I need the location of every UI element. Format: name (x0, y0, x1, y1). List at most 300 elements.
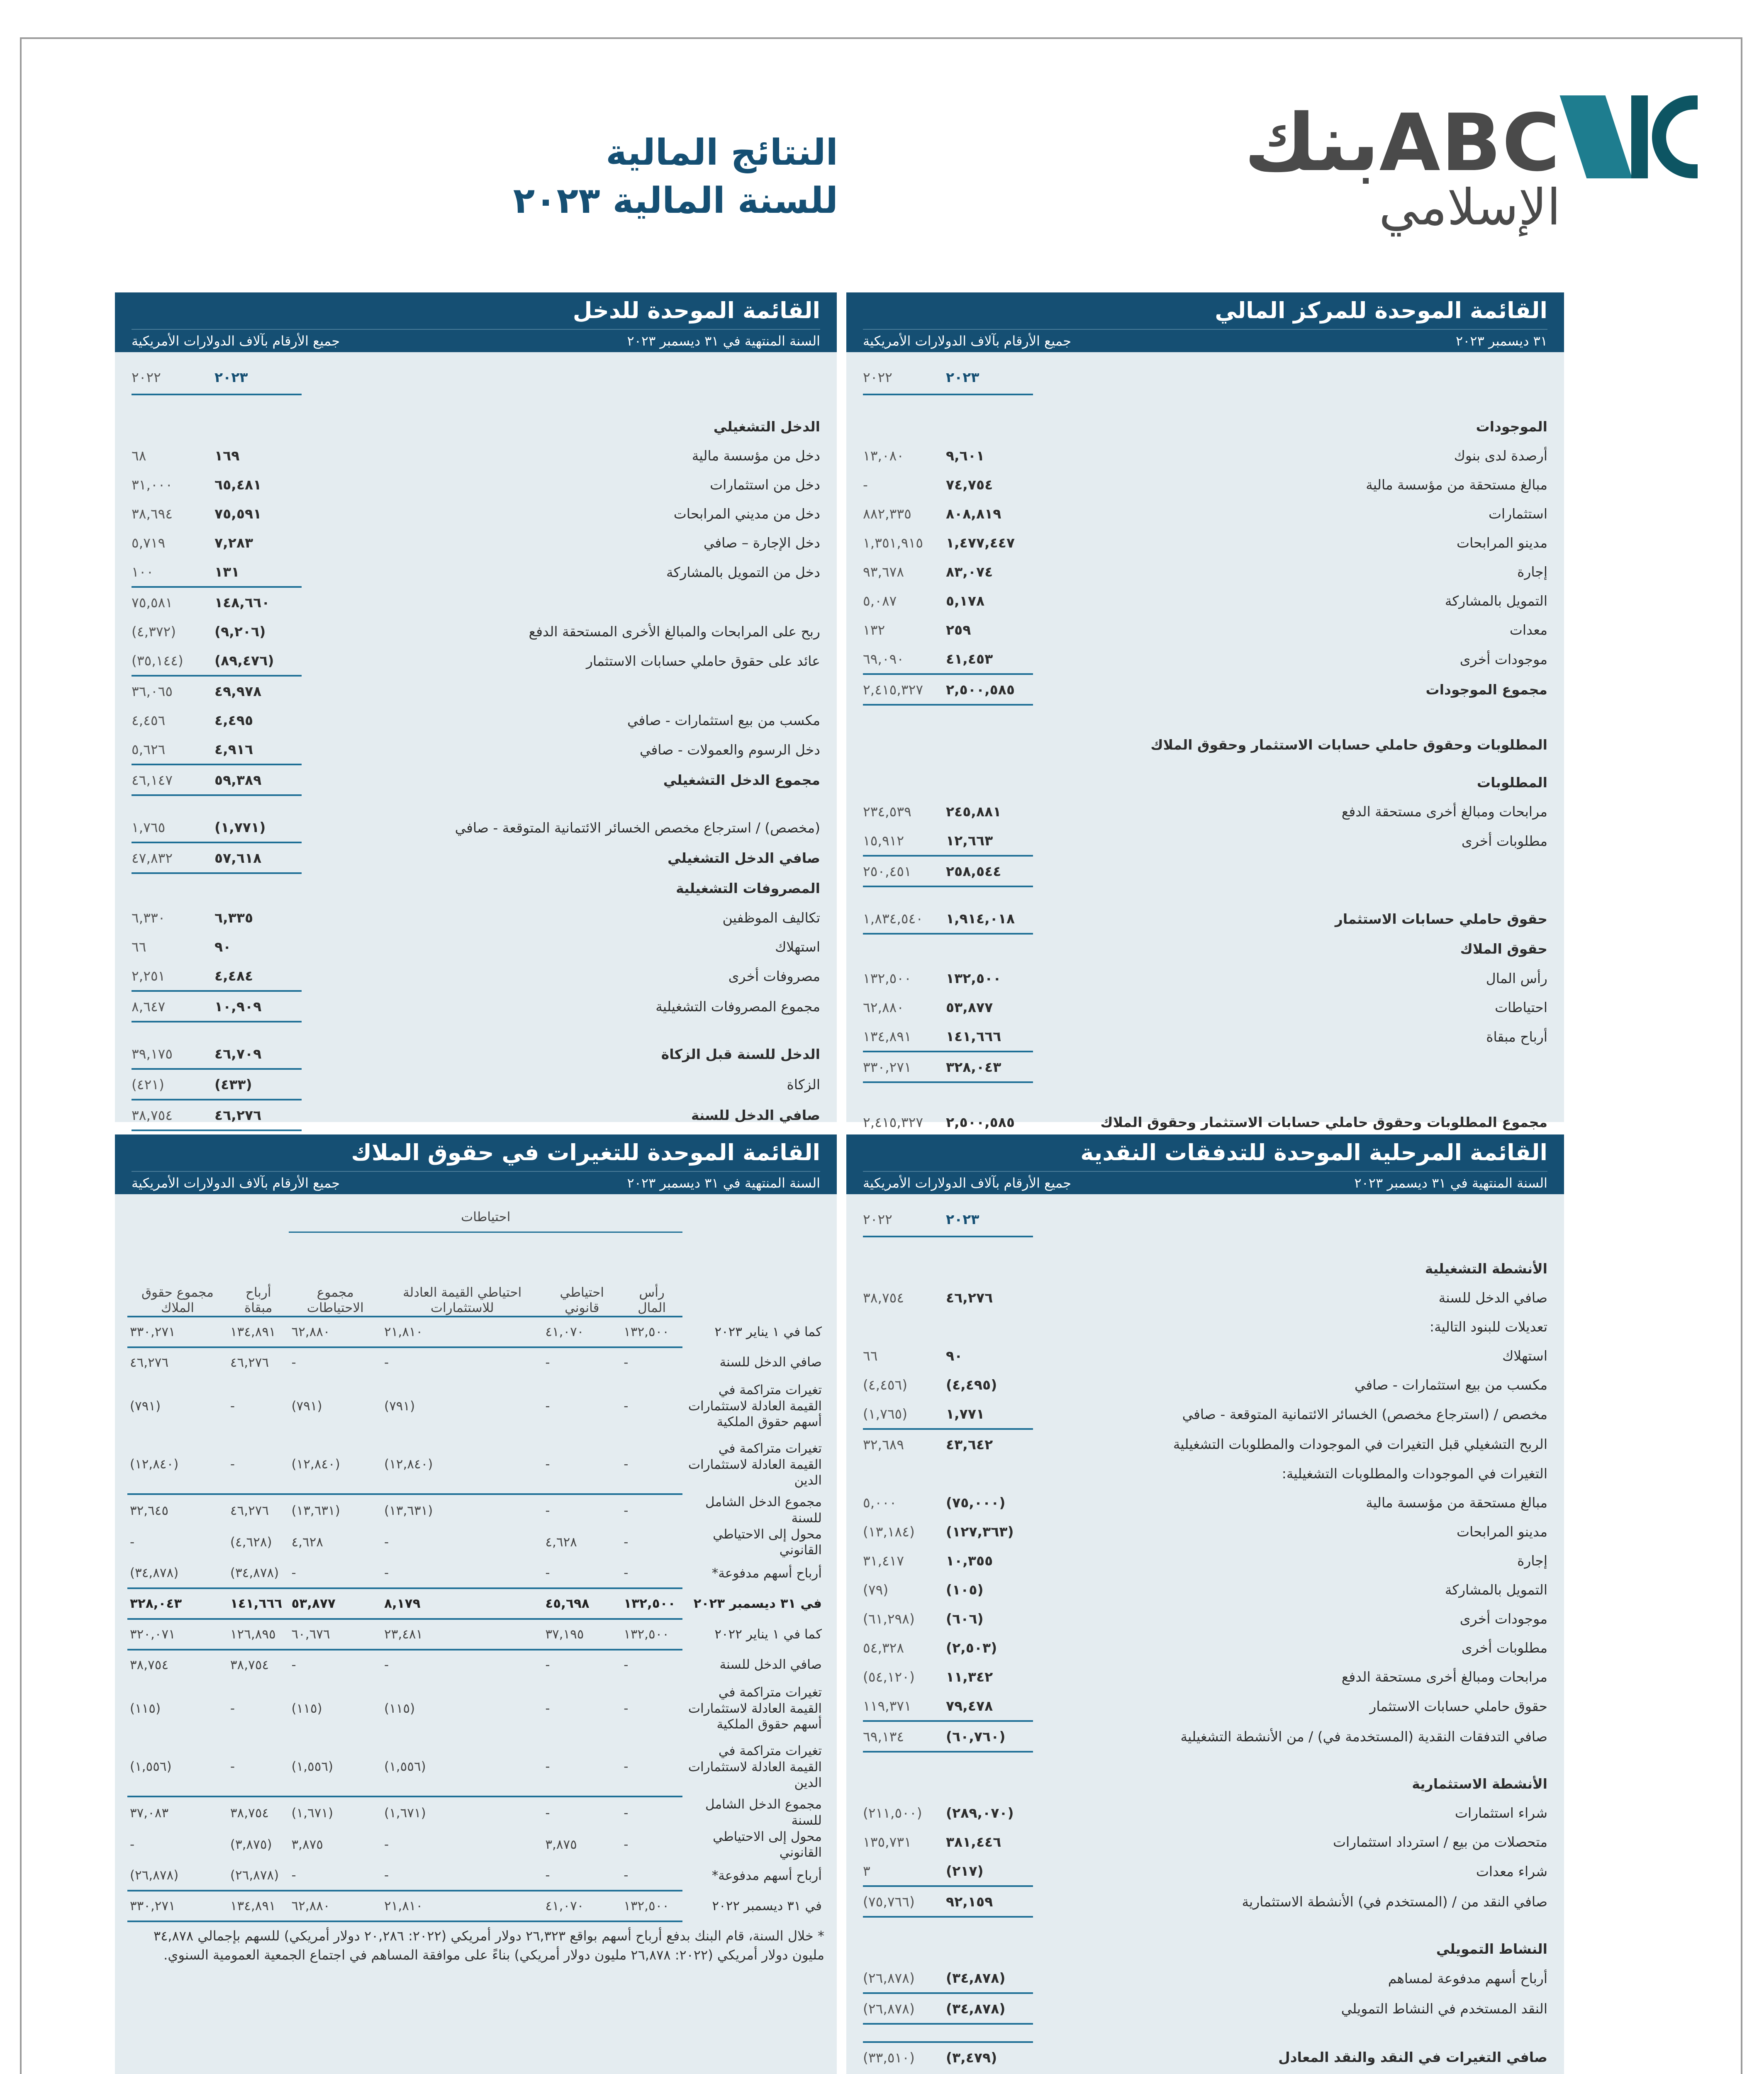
equity-cell: ٨,١٧٩ (382, 1588, 543, 1619)
row-current-value: ٦٥,٤٨١ (214, 476, 262, 493)
equity-cell: ٣٨,٧٥٤ (230, 1658, 269, 1672)
row-current-value: (٢٨٩,٠٧٠) (946, 1804, 1014, 1821)
cash-flow-panel (846, 1134, 1564, 2074)
equity-row (127, 1494, 824, 1526)
row-label: مكسب من بيع استثمارات - صافي (627, 712, 820, 728)
equity-cell: ١٣٢,٥٠٠ (621, 1619, 682, 1650)
equity-cell: (٧٩١) (130, 1399, 161, 1414)
row-current-value: ٤١,٤٥٣ (946, 650, 993, 667)
table-row (863, 586, 1547, 615)
equity-cell: - (621, 1558, 682, 1588)
equity-cell: - (621, 1347, 682, 1377)
equity-cell: ٤٦,٢٧٦ (230, 1503, 269, 1518)
row-label: موجودات أخرى (1459, 651, 1547, 667)
table-row (132, 903, 820, 932)
table-row (863, 1827, 1547, 1856)
cash-flow-header (846, 1134, 1564, 1194)
equity-changes-title: القائمة الموحدة للتغيرات في حقوق الملاك (351, 1139, 820, 1166)
table-row (132, 499, 820, 528)
logo-name: ABCبنك (1244, 97, 1561, 189)
equity-cell: - (624, 1701, 629, 1716)
table-row (863, 470, 1547, 499)
row-label: متحصلات من بيع / استرداد استثمارات (1333, 1833, 1547, 1850)
equity-cell: (٢٦,٨٧٨) (127, 1861, 228, 1891)
equity-row (127, 1650, 824, 1680)
equity-cell: (١,٥٥٦) (127, 1738, 228, 1796)
equity-cell: (٧٩١) (291, 1399, 322, 1414)
equity-cell: - (289, 1861, 382, 1891)
row-prior-value: ٣١,٠٠٠ (132, 476, 173, 493)
table-row (132, 961, 820, 991)
row-current-value: ١٣٢,٥٠٠ (946, 970, 1001, 986)
table-row (132, 706, 820, 735)
row-current-value: (٤,٤٩٥) (946, 1376, 997, 1393)
row-prior-value: (٤,٣٧٢) (132, 623, 176, 640)
equity-cell: - (621, 1738, 682, 1796)
equity-cell: - (543, 1558, 621, 1588)
row-prior-value: ١٥,٩١٢ (863, 832, 904, 849)
row-prior-value: ١١٩,٣٧١ (863, 1697, 911, 1714)
table-row (863, 1798, 1547, 1827)
equity-cell: ٣,٨٧٥ (291, 1837, 323, 1852)
row-label: مدينو المرابحات (1457, 534, 1547, 551)
assets-heading: الموجودات (1476, 418, 1547, 435)
equity-cell: - (624, 1658, 629, 1672)
row-label: مرابحات ومبالغ أخرى مستحقة الدفع (1341, 1668, 1547, 1685)
table-row (863, 964, 1547, 993)
equity-cell: (٤,٦٢٨) (230, 1535, 272, 1550)
equity-cell: ٣,٨٧٥ (545, 1837, 577, 1852)
row-prior-value: ٥٤,٣٢٨ (863, 1639, 904, 1656)
equity-row (127, 1738, 824, 1796)
row-label: رأس المال (1486, 970, 1547, 986)
equity-column-header: احتياطي قانوني (543, 1232, 621, 1317)
table-row (863, 797, 1547, 826)
equity-cell: - (228, 1738, 289, 1796)
equity-changes-panel (115, 1134, 837, 2074)
row-current-value: ١٦٩ (214, 447, 240, 464)
row-label: التمويل بالمشاركة (1445, 1581, 1547, 1598)
row-current-value: ٤,٤٩٥ (214, 712, 253, 728)
row-prior-value: ١,٣٥١,٩١٥ (863, 534, 923, 551)
equity-column-header: احتياطي القيمة العادلة للاستثمارات (382, 1232, 543, 1317)
cash-flow-period: السنة المنتهية في ٣١ ديسمبر ٢٠٢٣ (1354, 1175, 1547, 1191)
equity-cell: (١,٥٥٦) (382, 1738, 543, 1796)
row-current-value: ١,٧٧١ (946, 1405, 985, 1422)
income-statement-panel (115, 292, 837, 1122)
table-row (863, 1488, 1547, 1517)
equity-cell: ٦٠,٦٧٦ (289, 1619, 382, 1650)
row-current-value: ٢٥٩ (946, 621, 971, 638)
equity-cell: ١٣٤,٨٩١ (230, 1324, 276, 1339)
row-label: مخصص / (استرجاع مخصص) الخسائر الائتمانية المتوقعة - صافي (1182, 1406, 1547, 1422)
equity-cell: ٣٨,٧٥٤ (130, 1658, 169, 1672)
row-label: أرباح مبقاة (1486, 1028, 1547, 1045)
table-row (863, 1546, 1547, 1575)
row-current-value: ٩٠ (946, 1347, 963, 1364)
table-row (132, 441, 820, 470)
equity-row-label: في ٣١ ديسمبر ٢٠٢٣ (693, 1596, 822, 1611)
equity-cell: ٢٣,٤٨١ (382, 1619, 543, 1650)
row-prior-value: ٩٣,٦٧٨ (863, 563, 904, 580)
income-statement-header (115, 292, 837, 352)
balance-sheet-units: جميع الأرقام بآلاف الدولارات الأمريكية (863, 333, 1072, 349)
equity-row-label: تغيرات متراكمة في القيمة العادلة لاستثمارات أسهم حقوق الملكية (688, 1685, 822, 1732)
row-label: مطلوبات أخرى (1461, 833, 1547, 849)
equity-row (127, 1891, 824, 1921)
row-label: مصروفات أخرى (728, 968, 820, 984)
equity-row-label: أرباح أسهم مدفوعة* (711, 1565, 822, 1581)
row-current-value: ٤,٤٨٤ (214, 967, 253, 984)
equity-row (127, 1317, 824, 1347)
row-current-value: ١٣١ (214, 563, 240, 580)
equity-cell: - (289, 1347, 382, 1377)
equity-row (127, 1588, 824, 1619)
equity-cell: ٣٧,١٩٥ (543, 1619, 621, 1650)
equity-cell: - (624, 1399, 629, 1414)
document-title (513, 129, 838, 225)
equity-cell: ٤,٦٢٨ (291, 1535, 323, 1550)
row-label: احتياطات (1495, 999, 1547, 1015)
row-current-value: ٥٣,٨٧٧ (946, 999, 993, 1015)
row-label: استثمارات (1488, 505, 1547, 522)
row-current-value: ١,٤٧٧,٤٤٧ (946, 534, 1015, 551)
equity-column-header: أرباح مبقاة (228, 1232, 289, 1317)
row-label: دخل من التمويل بالمشاركة (666, 564, 820, 580)
row-prior-value: (١,٧٦٥) (863, 1405, 908, 1422)
reserves-group-heading: احتياطات (289, 1203, 682, 1232)
equity-cell: ١٣٤,٨٩١ (228, 1891, 289, 1921)
row-prior-value: ١٣٢,٥٠٠ (863, 970, 911, 986)
equity-row (127, 1619, 824, 1650)
row-current-value: ٨٣,٠٧٤ (946, 563, 993, 580)
row-label: دخل من مؤسسة مالية (692, 447, 820, 464)
income-statement-period: السنة المنتهية في ٣١ ديسمبر ٢٠٢٣ (627, 333, 820, 349)
row-current-value: (٩,٢٠٦) (214, 623, 266, 640)
equity-row-label: تغيرات متراكمة في القيمة العادلة لاستثمارات الدين (688, 1743, 822, 1791)
row-prior-value: (٦١,٢٩٨) (863, 1610, 915, 1627)
row-label: دخل من مديني المرابحات (673, 505, 820, 522)
equity-cell: - (545, 1399, 550, 1414)
table-row (863, 528, 1547, 557)
row-prior-value: - (863, 476, 868, 493)
equity-cell: - (621, 1435, 682, 1494)
row-label: عائد على حقوق حاملي حسابات الاستثمار (586, 652, 820, 669)
row-current-value: ١٢,٦٦٣ (946, 832, 993, 849)
balance-sheet-table: ٢٠٢٣ ٢٠٢٢ الموجودات أرصدة لدى بنوك ٩,٦٠١ ١٣,٠٨٠ مبالغ مستحقة من مؤسسة مالية ٧٤,٧٥٤ - استثمارات ٨٠٨,٨١٩ ٨٨٢,٣٣٥ مدينو المرابحات ١,٤٧٧,٤٤٧ ١,٣٥١,٩١٥ إجارة ٨٣,٠٧٤ ٩٣,٦٧٨ التمويل بالمشاركة ٥,١٧٨ ٥,٠٨٧ معدات ٢٥٩ ١٣٢ موجودات أخرى ٤١,٤٥٣ ٦٩,٠٩٠ مجموع الموجودات ٢,٥٠٠,٥٨٥ ٢,٤١٥,٣٢٧ المطلوبات وحقوق حاملي حسابات الاستثمار وحقوق الملاك المطلوبات مرابحات ومبالغ أخرى مستحقة الدفع ٢٤٥,٨٨١ ٢٣٤,٥٣٩ مطلوبات أخرى ١٢,٦٦٣ ١٥,٩١٢ ٢٥٨,٥٤٤ ٢٥٠,٤٥١ حقوق حاملي حسابات الاستثمار ١,٩١٤,٠١٨ ١,٨٣٤,٥٤٠ حقوق الملاك رأس المال ١٣٢,٥٠٠ ١٣٢,٥٠٠ احتياطات ٥٣,٨٧٧ ٦٢,٨٨٠ أرباح مبقاة ١٤١,٦٦٦ ١٣٤,٨٩١ ٣٢٨,٠٤٣ ٣٣٠,٢٧١ مجموع المطلوبات وحقوق حاملي حسابات الاستثمار وحقوق الملاك ٢,٥٠٠,٥٨٥ ٢,٤١٥,٣٢٧ (863, 360, 1547, 1146)
row-prior-value: (٢١١,٥٠٠) (863, 1804, 922, 1821)
table-row (863, 441, 1547, 470)
equity-cell: ٣٢,٦٤٥ (130, 1503, 169, 1518)
equity-cell: - (624, 1837, 629, 1852)
year-header-row: ٢٠٢٣ ٢٠٢٢ (863, 360, 1547, 394)
liabilities-heading: المطلوبات وحقوق حاملي حسابات الاستثمار وحقوق الملاك (1150, 737, 1547, 753)
balance-sheet-header (846, 292, 1564, 352)
equity-cell: (١,٦٧١) (384, 1805, 426, 1821)
equity-cell: - (545, 1701, 550, 1716)
row-prior-value: (٥٤,١٢٠) (863, 1668, 915, 1685)
logo-subtitle: الإسلامي (1379, 179, 1561, 236)
equity-cell: - (384, 1658, 389, 1672)
equity-column-header: مجموع الاحتياطات (289, 1232, 382, 1317)
table-row (863, 1517, 1547, 1546)
table-row (132, 617, 820, 646)
equity-cell: ١٣٢,٥٠٠ (621, 1891, 682, 1921)
equity-cell: ٤٦,٢٧٦ (228, 1347, 289, 1377)
bank-logo (1244, 91, 1698, 241)
equity-cell: ٢١,٨١٠ (382, 1891, 543, 1921)
equity-cell: - (624, 1503, 629, 1518)
balance-sheet-panel (846, 292, 1564, 1131)
title-line-1: النتائج المالية (606, 132, 838, 173)
row-current-value: (٦٠٦) (946, 1610, 984, 1627)
row-label: تكاليف الموظفين (722, 909, 820, 926)
row-prior-value: ٦٨ (132, 447, 146, 464)
equity-row-label: تغيرات متراكمة في القيمة العادلة لاستثمارات الدين (688, 1441, 822, 1488)
equity-cell: (١٢,٨٤٠) (289, 1435, 382, 1494)
equity-cell: ١٣٢,٥٠٠ (621, 1588, 682, 1619)
equity-cell: ٤١,٠٧٠ (543, 1891, 621, 1921)
equity-cell: (٣٤,٨٧٨) (228, 1558, 289, 1588)
table-row (863, 1575, 1547, 1604)
row-current-value: ٢٤٥,٨٨١ (946, 803, 1001, 820)
equity-cell: - (543, 1861, 621, 1891)
row-prior-value: (٤,٤٥٦) (863, 1376, 908, 1393)
row-label: حقوق حاملي حسابات الاستثمار (1369, 1698, 1547, 1714)
table-row (132, 528, 820, 557)
equity-cell: (١,٦٧١) (291, 1805, 334, 1821)
row-prior-value: ٣١,٤١٧ (863, 1552, 904, 1569)
equity-cell: ٣٨,٧٥٤ (230, 1805, 269, 1821)
row-prior-value: ٣ (863, 1862, 870, 1879)
equity-cell: - (624, 1805, 629, 1821)
equity-row-label: مجموع الدخل الشامل للسنة (705, 1797, 822, 1828)
row-prior-value: ١٣٢ (863, 621, 885, 638)
equity-cell: ٤٥,٦٩٨ (543, 1588, 621, 1619)
equity-row-label: محول إلى الاحتياطي القانوني (713, 1526, 822, 1558)
table-row (132, 932, 820, 961)
equity-row (127, 1558, 824, 1588)
equity-row (127, 1377, 824, 1435)
equity-cell: - (384, 1837, 389, 1852)
table-row (863, 1604, 1547, 1633)
equity-column-header: مجموع حقوق الملاك (127, 1232, 228, 1317)
equity-cell: - (384, 1535, 389, 1550)
income-statement-units: جميع الأرقام بآلاف الدولارات الأمريكية (132, 333, 340, 349)
equity-cell: (١١٥) (384, 1701, 415, 1716)
row-prior-value: ٦٦ (132, 938, 146, 955)
equity-cell: - (130, 1837, 135, 1852)
equity-cell: ٢١,٨١٠ (384, 1324, 423, 1339)
table-row (863, 1691, 1547, 1721)
row-label: مبالغ مستحقة من مؤسسة مالية (1366, 476, 1547, 493)
row-label: دخل الإجارة – صافي (703, 534, 820, 551)
row-current-value: (٨٩,٤٧٦) (214, 652, 274, 669)
equity-row-label: في ٣١ ديسمبر ٢٠٢٢ (712, 1898, 822, 1913)
row-current-value: (٢,٥٠٣) (946, 1639, 997, 1656)
row-current-value: ٩٠ (214, 938, 231, 955)
row-current-value: ٦,٣٣٥ (214, 909, 253, 926)
equity-cell: (١٣,٦٣١) (384, 1503, 433, 1518)
row-label: إجارة (1517, 1552, 1547, 1569)
equity-footnote: * خلال السنة، قام البنك بدفع أرباح أسهم بواقع ٢٦,٣٢٣ دولار أمريكي (٢٠٢٢: ٢٠,٢٨٦ دولار أمريكي) للسهم بإجمالي ٣٤,٨٧٨ مليون دولار أمريكي (٢٠٢٢: ٢٦,٨٧٨ مليون دولار أمريكي) بناءً على موافقة المساهم في اجتماع الجمعية العمومية السنوي. (153, 1928, 824, 1963)
equity-cell: - (291, 1658, 296, 1672)
equity-cell: - (545, 1503, 550, 1518)
row-prior-value: ٦٢,٨٨٠ (863, 999, 904, 1015)
row-label: استهلاك (1502, 1347, 1547, 1364)
row-label: ربح على المرابحات والمبالغ الأخرى المستحقة الدفع (529, 623, 820, 640)
row-label: استهلاك (775, 938, 820, 955)
row-prior-value: ٥,٧١٩ (132, 534, 166, 551)
equity-cell: - (382, 1861, 543, 1891)
row-prior-value: ٨٨٢,٣٣٥ (863, 505, 911, 522)
row-label: معدات (1509, 621, 1547, 638)
row-prior-value: ١٣٥,٧٣١ (863, 1833, 911, 1850)
row-prior-value: (١٣,١٨٤) (863, 1523, 915, 1540)
equity-cell: - (543, 1738, 621, 1796)
equity-cell: ١٢٦,٨٩٥ (228, 1619, 289, 1650)
row-label: موجودات أخرى (1459, 1610, 1547, 1627)
equity-row (127, 1435, 824, 1494)
row-label: مرابحات ومبالغ أخرى مستحقة الدفع (1341, 803, 1547, 820)
equity-row-label: تغيرات متراكمة في القيمة العادلة لاستثمارات أسهم حقوق الملكية (688, 1382, 822, 1430)
equity-cell: (٣٤,٨٧٨) (127, 1558, 228, 1588)
income-statement-table: ٢٠٢٣ ٢٠٢٢ الدخل التشغيلي دخل من مؤسسة مالية ١٦٩ ٦٨ دخل من استثمارات ٦٥,٤٨١ ٣١,٠٠٠ دخل من مديني المرابحات ٧٥,٥٩١ ٣٨,٦٩٤ دخل الإجارة – صافي ٧,٢٨٣ ٥,٧١٩ دخل من التمويل بالمشاركة ١٣١ ١٠٠ ١٤٨,٦٦٠ ٧٥,٥٨١ ربح على المرابحات والمبالغ الأخرى المستحقة الدفع (٩,٢٠٦) (٤,٣٧٢) عائد على حقوق حاملي حسابات الاستثمار (٨٩,٤٧٦) (٣٥,١٤٤) ٤٩,٩٧٨ ٣٦,٠٦٥ مكسب من بيع استثمارات - صافي ٤,٤٩٥ ٤,٤٥٦ دخل الرسوم والعمولات - صافي ٤,٩١٦ ٥,٦٢٦ مجموع الدخل التشغيلي ٥٩,٣٨٩ ٤٦,١٤٧ (مخصص) / استرجاع مخصص الخسائر الائتمانية المتوقعة - صافي (١,٧٧١) ١,٧٦٥ صافي الدخل التشغيلي ٥٧,٦١٨ ٤٧,٨٣٢ المصروفات التشغيلية تكاليف الموظفين ٦,٣٣٥ ٦,٣٣٠ استهلاك ٩٠ ٦٦ مصروفات أخرى ٤,٤٨٤ ٢,٢٥١ مجموع المصروفات التشغيلية ١٠,٩٠٩ ٨,٦٤٧ الدخل للسنة قبل الزكاة ٤٦,٧٠٩ ٣٩,١٧٥ الزكاة (٤٣٣) (٤٢١) صافي الدخل للسنة ٤٦,٢٧٦ ٣٨,٧٥٤ (132, 360, 820, 1131)
row-prior-value: ٦,٣٣٠ (132, 909, 166, 926)
row-current-value: (١٠٥) (946, 1581, 984, 1598)
table-row (863, 615, 1547, 644)
cash-flow-table: ٢٠٢٣ ٢٠٢٢ الأنشطة التشغيلية صافي الدخل للسنة ٤٦,٢٧٦ ٣٨,٧٥٤ تعديلات للبنود التالية: استهلاك ٩٠ ٦٦ مكسب من بيع استثمارات - صافي (٤,٤٩٥) (٤,٤٥٦) مخصص / (استرجاع مخصص) الخسائر الائتمانية المتوقعة - صافي ١,٧٧١ (١,٧٦٥) الربح التشغيلي قبل التغيرات في الموجودات والمطلوبات التشغيلية ٤٣,٦٤٢ ٣٢,٦٨٩ التغيرات في الموجودات والمطلوبات التشغيلية: مبالغ مستحقة من مؤسسة مالية (٧٥,٠٠٠) ٥,٠٠٠ مدينو المرابحات (١٢٧,٣٦٣) (١٣,١٨٤) إجارة ١٠,٣٥٥ ٣١,٤١٧ التمويل بالمشاركة (١٠٥) (٧٩) موجودات أخرى (٦٠٦) (٦١,٢٩٨) مطلوبات أخرى (٢,٥٠٣) ٥٤,٣٢٨ مرابحات ومبالغ أخرى مستحقة الدفع ١١,٣٤٢ (٥٤,١٢٠) حقوق حاملي حسابات الاستثمار ٧٩,٤٧٨ ١١٩,٣٧١ صافي التدفقات النقدية (المستخدمة في) / من الأنشطة التشغيلية (٦٠,٧٦٠) ٦٩,١٣٤ الأنشطة الاستثمارية شراء استثمارات (٢٨٩,٠٧٠) (٢١١,٥٠٠) متحصلات من بيع / استرداد استثمارات ٣٨١,٤٤٦ ١٣٥,٧٣١ شراء معدات (٢١٧) ٣ صافي النقد من / (المستخدم في) الأنشطة الاستثمارية ٩٢,١٥٩ (٧٥,٧٦٦) النشاط التمويلي أرباح أسهم مدفوعة لمساهم (٣٤,٨٧٨) (٢٦,٨٧٨) النقد المستخدم في النشاط التمويلي (٣٤,٨٧٨) (٢٦,٨٧٨) صافي التغيرات في النقد والنقد المعادل (٣,٤٧٩) (٣٣,٥١٠) (863, 1203, 1547, 2074)
row-current-value: ١٠,٣٥٥ (946, 1552, 993, 1569)
table-row (132, 646, 820, 676)
equity-cell: (٢٦,٨٧٨) (228, 1861, 289, 1891)
row-current-value: ٧٤,٧٥٤ (946, 476, 993, 493)
equity-cell: (١٢,٨٤٠) (127, 1435, 228, 1494)
row-label: التمويل بالمشاركة (1445, 592, 1547, 609)
equity-cell: (٣,٨٧٥) (230, 1837, 272, 1852)
table-row (863, 826, 1547, 856)
row-current-value: (٧٥,٠٠٠) (946, 1494, 1006, 1511)
row-prior-value: (٣٥,١٤٤) (132, 652, 183, 669)
row-prior-value: ٢,٢٥١ (132, 967, 166, 984)
row-label: شراء استثمارات (1455, 1804, 1547, 1821)
equity-cell: ٤١,٠٧٠ (545, 1324, 584, 1339)
equity-cell: - (289, 1558, 382, 1588)
table-row (132, 470, 820, 499)
table-row (863, 1662, 1547, 1691)
cash-flow-units: جميع الأرقام بآلاف الدولارات الأمريكية (863, 1175, 1072, 1191)
balance-sheet-title: القائمة الموحدة للمركز المالي (1215, 297, 1547, 324)
equity-cell: - (382, 1347, 543, 1377)
equity-cell: ١٤١,٦٦٦ (228, 1588, 289, 1619)
row-current-value: (٢١٧) (946, 1862, 984, 1879)
equity-cell: ٤,٦٢٨ (545, 1535, 577, 1550)
table-row (863, 1022, 1547, 1052)
equity-row-label: كما في ١ يناير ٢٠٢٣ (714, 1324, 822, 1339)
equity-cell: - (382, 1558, 543, 1588)
equity-cell: - (130, 1535, 135, 1550)
row-prior-value: ٢٣٤,٥٣٩ (863, 803, 911, 820)
row-label: مطلوبات أخرى (1461, 1639, 1547, 1656)
table-row (863, 1856, 1547, 1886)
title-line-2: للسنة المالية ٢٠٢٣ (513, 180, 838, 222)
row-label: مبالغ مستحقة من مؤسسة مالية (1366, 1494, 1547, 1511)
equity-cell: ٦٢,٨٨٠ (289, 1891, 382, 1921)
equity-cell: - (545, 1658, 550, 1672)
equity-cell: - (228, 1435, 289, 1494)
row-prior-value: ٣٨,٦٩٤ (132, 505, 173, 522)
row-prior-value: ١٠٠ (132, 563, 154, 580)
row-prior-value: ٤,٤٥٦ (132, 712, 166, 728)
equity-changes-header (115, 1134, 837, 1194)
equity-cell: - (230, 1399, 235, 1414)
table-row (132, 557, 820, 587)
equity-changes-table (127, 1203, 824, 1922)
logo-mark-icon (1573, 95, 1698, 183)
table-row (863, 993, 1547, 1022)
equity-row-label: مجموع الدخل الشامل للسنة (705, 1495, 822, 1526)
equity-cell: ٣٣٠,٢٧١ (130, 1324, 175, 1339)
equity-cell: (١١٥) (291, 1701, 322, 1716)
equity-row (127, 1526, 824, 1559)
row-prior-value: ٦٩,٠٩٠ (863, 650, 904, 667)
equity-row-label: صافي الدخل للسنة (719, 1354, 822, 1370)
cash-flow-title: القائمة المرحلية الموحدة للتدفقات النقدية (1080, 1139, 1547, 1166)
equity-row (127, 1829, 824, 1861)
equity-column-header: رأس المال (621, 1232, 682, 1317)
row-prior-value: ٥,٠٨٧ (863, 592, 897, 609)
row-current-value: ٣٨١,٤٤٦ (946, 1833, 1001, 1850)
equity-cell: - (543, 1347, 621, 1377)
row-current-value: ٥,١٧٨ (946, 592, 985, 609)
equity-cell: - (621, 1861, 682, 1891)
table-row (863, 1370, 1547, 1399)
row-prior-value: ٦٦ (863, 1347, 878, 1364)
row-label: إجارة (1517, 563, 1547, 580)
table-row (863, 644, 1547, 674)
row-current-value: (١٢٧,٣٦٣) (946, 1523, 1014, 1540)
equity-cell: (٧٩١) (384, 1399, 415, 1414)
equity-cell: (١١٥) (130, 1701, 161, 1716)
row-current-value: ٨٠٨,٨١٩ (946, 505, 1001, 522)
equity-cell: ٦٢,٨٨٠ (291, 1324, 330, 1339)
equity-cell: ٣٢٨,٠٤٣ (127, 1588, 228, 1619)
equity-row (127, 1796, 824, 1829)
row-current-value: ٧,٢٨٣ (214, 534, 253, 551)
row-current-value: ٧٩,٤٧٨ (946, 1697, 993, 1714)
table-row (863, 1399, 1547, 1429)
row-prior-value: ١٣٤,٨٩١ (863, 1028, 911, 1044)
equity-row-label: محول إلى الاحتياطي القانوني (713, 1829, 822, 1860)
row-label: شراء معدات (1476, 1863, 1547, 1879)
equity-cell: ٤٦,٢٧٦ (127, 1347, 228, 1377)
equity-changes-period: السنة المنتهية في ٣١ ديسمبر ٢٠٢٣ (627, 1175, 820, 1191)
equity-row-label: صافي الدخل للسنة (719, 1657, 822, 1672)
row-current-value: ٧٥,٥٩١ (214, 505, 262, 522)
row-prior-value: (٧٩) (863, 1581, 889, 1598)
row-current-value: ٤,٩١٦ (214, 741, 253, 757)
equity-cell: ٣٢٠,٠٧١ (127, 1619, 228, 1650)
equity-row (127, 1680, 824, 1738)
row-label: مدينو المرابحات (1457, 1523, 1547, 1540)
row-label: دخل من استثمارات (710, 476, 820, 493)
table-row (863, 1341, 1547, 1370)
balance-sheet-date: ٣١ ديسمبر ٢٠٢٣ (1456, 333, 1547, 349)
equity-cell: ٣٣٠,٢٧١ (127, 1891, 228, 1921)
row-current-value: ١١,٣٤٢ (946, 1668, 993, 1685)
equity-cell: - (230, 1701, 235, 1716)
row-label: دخل الرسوم والعمولات - صافي (640, 741, 820, 758)
